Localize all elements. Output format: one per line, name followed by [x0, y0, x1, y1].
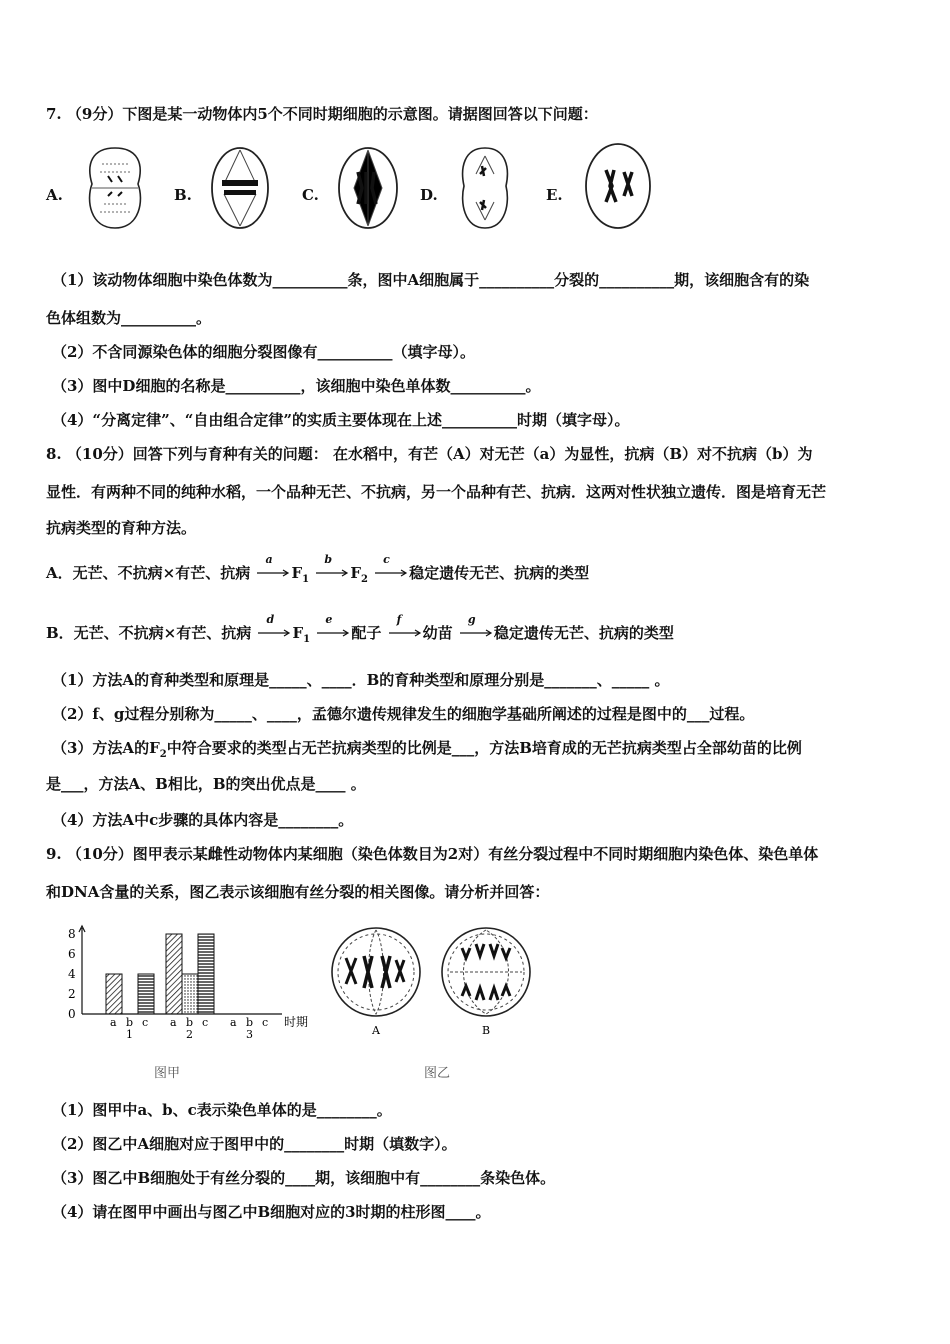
q9-part2: （2）图乙中A细胞对应于图甲中的________时期（填数字）。: [52, 1135, 457, 1153]
y-tick-label: 4: [68, 967, 76, 981]
q7-part1a: （1）该动物体细胞中染色体数为__________条，图中A细胞属于__________分裂的__________期，该细胞含有的染: [52, 271, 810, 289]
series-label: c: [202, 1016, 209, 1029]
group-label: 1: [126, 1028, 133, 1041]
bar-c-2: [198, 934, 214, 1014]
arrow-b: [314, 553, 350, 584]
cell-yi-a-label: A: [372, 1024, 380, 1037]
q8-stem-line1: 8. （10分）回答下列与育种有关的问题： 在水稻中，有芒（A）对无芒（a）为显性，抗病（B）对不抗病（b）为: [46, 445, 813, 463]
q8-part1: （1）方法A的育种类型和原理是_____、____．B的育种类型和原理分别是_______、_____ 。: [52, 671, 670, 689]
q7-part4: （4）“分离定律”、“自由组合定律”的实质主要体现在上述__________时期（填字母）。: [52, 411, 630, 429]
arrow-e: [315, 613, 351, 644]
q7-cell-figures: [46, 140, 666, 240]
arrow-a-label: a: [265, 553, 273, 566]
figure-yi-caption: 图乙: [424, 1066, 451, 1081]
q7-stem: 7. （9分）下图是某一动物体内5个不同时期细胞的示意图。请据图回答以下问题：: [46, 105, 598, 123]
arrow-g: [458, 613, 494, 644]
q7-part3: （3）图中D细胞的名称是__________，该细胞中染色单体数__________。: [52, 377, 541, 395]
q8-part2: （2）f、g过程分别称为_____、____，孟德尔遗传规律发生的细胞学基础所阐述的过程是图中的___过程。: [52, 705, 755, 723]
cell-label-e: E.: [546, 186, 563, 204]
cell-label-d: D.: [420, 186, 438, 204]
bar-b-2: [182, 974, 198, 1014]
method-a-f2: $F_2$: [350, 564, 368, 585]
cell-b-figure: [208, 144, 272, 232]
arrow-a: [255, 553, 291, 584]
series-label: c: [142, 1016, 149, 1029]
cell-yi-a: [332, 928, 420, 1016]
q8-stem-line2: 显性．有两种不同的纯种水稻，一个品种无芒、不抗病，另一个品种有芒、抗病．这两对性状独立遗传．图是培育无芒: [46, 483, 827, 501]
q8-stem-line3: 抗病类型的育种方法。: [46, 519, 197, 537]
cell-e-figure: [580, 140, 656, 236]
q8-part4: （4）方法A中c步骤的具体内容是________。: [52, 811, 354, 829]
cell-a-figure: [82, 144, 148, 232]
q8-method-a: [46, 553, 590, 590]
cell-yi-b-label: B: [482, 1024, 491, 1037]
method-b-gamete: 配子: [351, 624, 382, 642]
arrow-icon: [458, 628, 494, 638]
x-axis-label: 时期: [284, 1015, 309, 1029]
y-tick-label: 0: [68, 1007, 76, 1021]
series-label: a: [170, 1016, 177, 1029]
series-label: a: [230, 1016, 237, 1029]
y-tick-label: 2: [68, 987, 76, 1001]
series-label: b: [186, 1016, 194, 1029]
arrow-f: [387, 613, 423, 644]
arrow-icon: [255, 568, 291, 578]
q8-method-b: [46, 613, 674, 650]
arrow-icon: [387, 628, 423, 638]
cell-label-b: B.: [174, 186, 192, 204]
q8-part3b: 是___，方法A、B相比，B的突出优点是____ 。: [46, 775, 366, 793]
series-label: b: [246, 1016, 254, 1029]
y-tick-label: 6: [68, 947, 76, 961]
arrow-g-label: g: [467, 613, 476, 626]
arrow-icon: [314, 568, 350, 578]
bar-c-1: [138, 974, 154, 1014]
bar-a-2: [166, 934, 182, 1014]
method-b-end: 稳定遗传无芒、抗病的类型: [493, 624, 674, 642]
series-label: c: [262, 1016, 269, 1029]
figure-jia-chart: [46, 918, 326, 1088]
method-b-seedling: 幼苗: [422, 624, 453, 642]
arrow-b-label: b: [324, 553, 333, 566]
method-a-end: 稳定遗传无芒、抗病的类型: [409, 564, 590, 582]
method-b-f1: $F_1$: [292, 624, 311, 645]
q7-part1b: 色体组数为__________。: [46, 309, 212, 327]
group-label: 2: [186, 1028, 193, 1041]
figure-yi-cells: [326, 918, 556, 1058]
arrow-d: [256, 613, 292, 644]
arrow-d-label: d: [266, 613, 275, 626]
arrow-c: [373, 553, 409, 584]
arrow-f-label: f: [396, 613, 402, 626]
cell-d-figure: [454, 144, 516, 232]
q9-stem-line2: 和DNA含量的关系，图乙表示该细胞有丝分裂的相关图像。请分析并回答：: [46, 883, 550, 901]
cell-c-figure: [336, 144, 400, 232]
method-a-prefix: A．无芒、不抗病×有芒、抗病: [46, 564, 251, 582]
arrow-icon: [373, 568, 409, 578]
cell-yi-b: [442, 928, 530, 1016]
bar-a-1: [106, 974, 122, 1014]
q9-part4: （4）请在图甲中画出与图乙中B细胞对应的3时期的柱形图____。: [52, 1203, 491, 1221]
arrow-c-label: c: [383, 553, 390, 566]
method-a-f1: $F_1$: [291, 564, 310, 585]
q9-figures: [46, 918, 606, 1088]
cell-label-c: C.: [302, 186, 319, 204]
arrow-e-label: e: [325, 613, 333, 626]
arrow-icon: [256, 628, 292, 638]
q7-part2: （2）不含同源染色体的细胞分裂图像有__________（填字母）。: [52, 343, 475, 361]
cell-label-a: A.: [46, 186, 63, 204]
arrow-icon: [315, 628, 351, 638]
series-label: a: [110, 1016, 117, 1029]
series-label: b: [126, 1016, 134, 1029]
q9-part1: （1）图甲中a、b、c表示染色单体的是________。: [52, 1101, 392, 1119]
q9-stem-line1: 9. （10分）图甲表示某雌性动物体内某细胞（染色体数目为2对）有丝分裂过程中不同时期细胞内染色体、染色单体: [46, 845, 819, 863]
group-label: 3: [246, 1028, 253, 1041]
figure-jia-caption: 图甲: [154, 1066, 181, 1081]
q9-part3: （3）图乙中B细胞处于有丝分裂的____期，该细胞中有________条染色体。: [52, 1169, 556, 1187]
y-tick-label: 8: [68, 927, 76, 941]
method-b-prefix: B．无芒、不抗病×有芒、抗病: [46, 624, 252, 642]
q8-part3a: （3）方法A的$F_2$中符合要求的类型占无芒抗病类型的比例是___，方法B培育成的无芒抗病类型占全部幼苗的比例: [52, 739, 802, 760]
